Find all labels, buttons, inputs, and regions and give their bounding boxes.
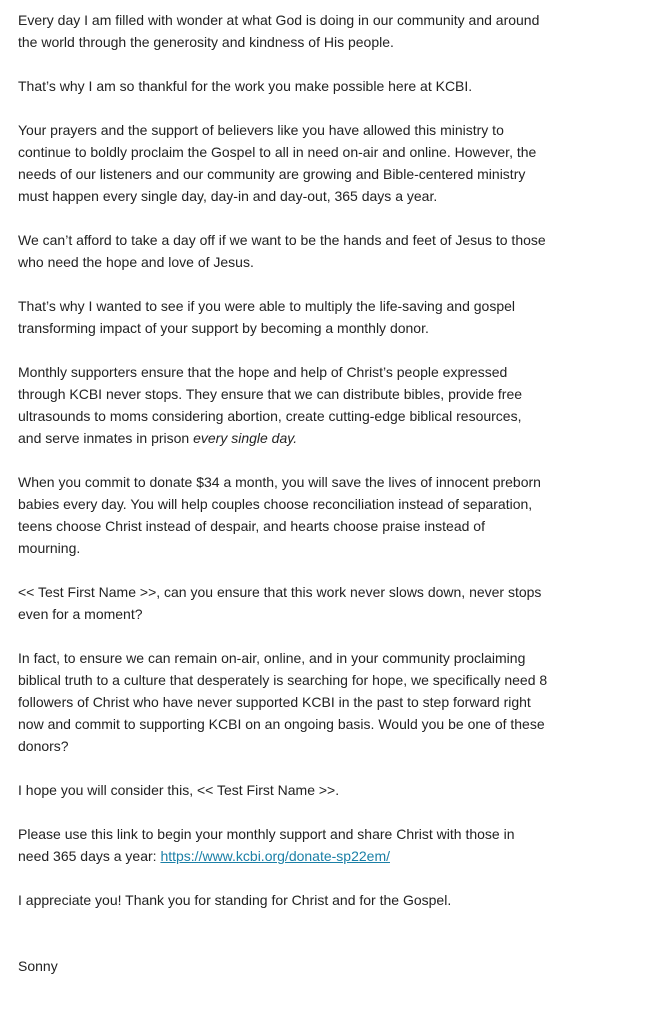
paragraph-thankful: That’s why I am so thankful for the work you make possible here at KCBI. [18,78,473,94]
paragraph-monthly-donor: That’s why I wanted to see if you were able to multiply the life-saving and gospel transforming impact of your support by becoming a monthly donor. [18,298,516,336]
paragraph-monthly-supporters-text: Monthly supporters ensure that the hope and help of Christ’s people expressed through KCBI never stops. They ensure that we can distribute bibles, provide free ultrasounds to moms considering abortion, create cutting-edge biblical resources, and serve inmates in prison [18,364,523,446]
email-body [18,9,548,999]
paragraph-day-off: We can’t afford to take a day off if we want to be the hands and feet of Jesus to those who need the hope and love of Jesus. [18,232,546,270]
paragraph-prayers: Your prayers and the support of believers like you have allowed this ministry to continue to boldly proclaim the Gospel to all in need on-air and online. However, the needs of our listeners and our community are growing and Bible-centered ministry must happen every single day, day-in and day-out, 365 days a year. [18,122,537,204]
donate-link[interactable]: https://www.kcbi.org/donate-sp22em/ [160,848,390,864]
paragraph-in-fact: In fact, to ensure we can remain on-air, online, and in your community proclaiming biblical truth to a culture that desperately is searching for hope, we specifically need 8 followers of Christ who have never supported KCBI in the past to step forward right now and commit to supporting KCBI on an ongoing basis. Would you be one of these donors? [18,650,548,754]
paragraph-link [18,823,548,867]
paragraph-hope-consider: I hope you will consider this, << Test First Name >>. [18,782,340,798]
paragraph-opening: Every day I am filled with wonder at what God is doing in our community and around the world through the generosity and kindness of His people. [18,12,540,50]
paragraph-ensure-work: << Test First Name >>, can you ensure that this work never slows down, never stops even for a moment? [18,584,542,622]
emphasis-every-single-day: every single day. [193,430,298,446]
paragraph-appreciate: I appreciate you! Thank you for standing for Christ and for the Gospel. [18,892,452,908]
paragraph-monthly-supporters [18,361,548,449]
paragraph-link-text: Please use this link to begin your monthly support and share Christ with those in need 365 days a year: [18,826,515,864]
paragraph-commit-donate: When you commit to donate $34 a month, you will save the lives of innocent preborn babies every day. You will help couples choose reconciliation instead of separation, teens choose Christ instead of despair, and hearts choose praise instead of mourning. [18,474,541,556]
signature: Sonny [18,958,58,974]
